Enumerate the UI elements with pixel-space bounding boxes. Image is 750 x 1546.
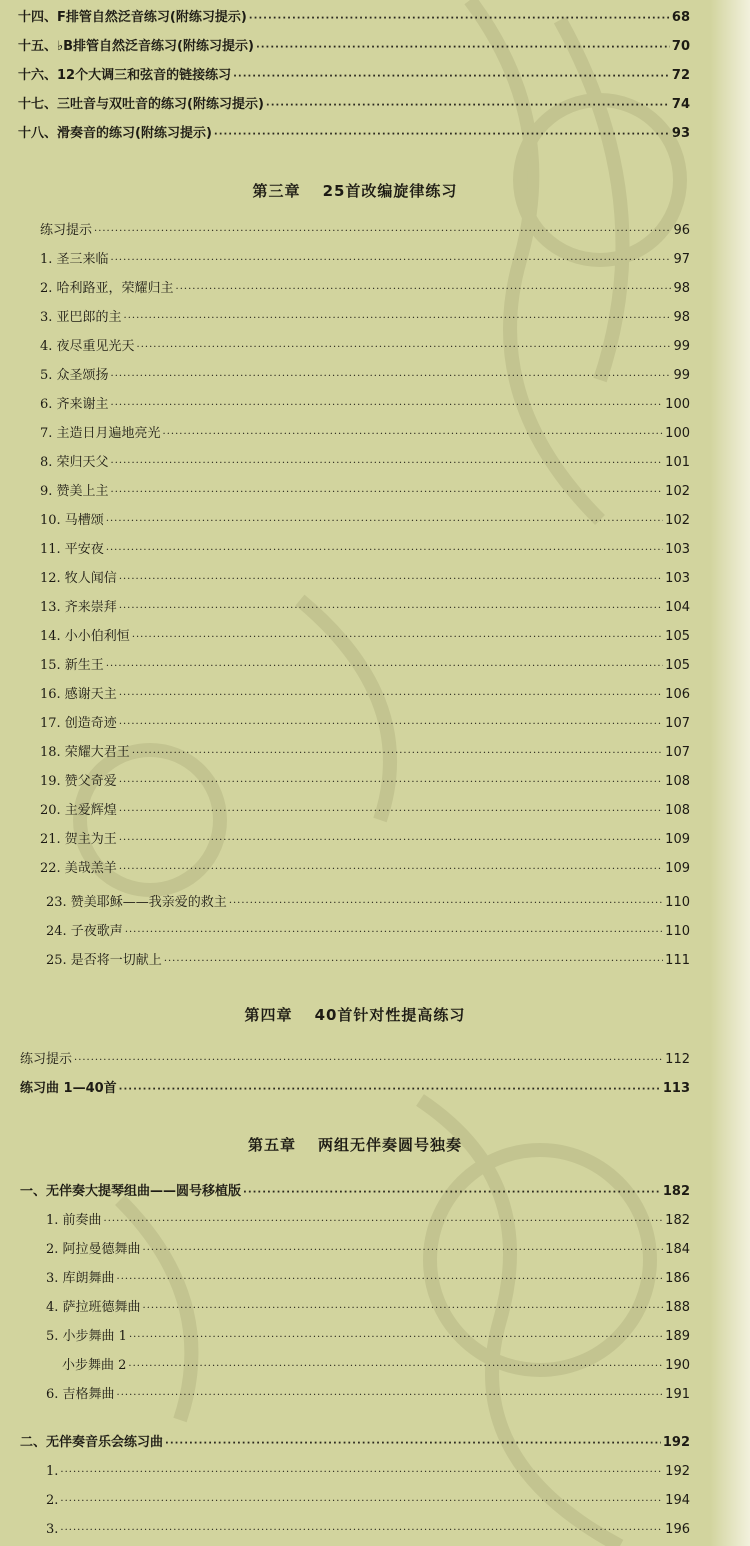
leader-dots [132,744,663,764]
toc-entry[interactable] [46,1327,690,1347]
leader-dots [119,570,663,590]
toc-entry-page: 108 [665,774,690,789]
leader-dots [249,9,670,29]
toc-entry[interactable] [18,8,690,28]
leader-dots [60,1463,663,1483]
toc-entry[interactable] [40,627,690,647]
leader-dots [60,1521,663,1541]
toc-entry-page: 113 [662,1081,690,1096]
toc-entry-label: 1. [46,1464,59,1479]
leader-dots [119,773,663,793]
chapter-title: 25首改编旋律练习 [322,182,458,200]
toc-entry-page: 100 [665,426,690,441]
toc-entry-label: 练习提示 [20,1052,73,1067]
toc-entry-page: 100 [665,397,690,412]
toc-entry-label: 二、无伴奏音乐会练习曲 [20,1435,164,1450]
toc-entry-label: 十六、12个大调三和弦音的链接练习 [18,68,232,83]
leader-dots [163,425,664,445]
leader-dots [137,338,672,358]
toc-entry-label: 练习曲 1—40首 [20,1081,117,1096]
toc-entry-label: 十五、♭B排管自然泛音练习(附练习提示) [18,39,254,54]
toc-entry-label: 5. 众圣颂扬 [40,368,109,383]
leader-dots [119,715,663,735]
chapter-number: 第五章 [247,1136,296,1154]
toc-entry-page: 98 [673,310,690,325]
toc-entry[interactable] [18,66,690,86]
toc-entry-page: 112 [665,1052,690,1067]
toc-entry[interactable] [40,453,690,473]
chapter-heading [0,1134,710,1155]
toc-entry[interactable] [40,482,690,502]
toc-entry-label: 7. 主造日月遍地亮光 [40,426,161,441]
toc-entry-label: 16. 感谢天主 [40,687,117,702]
toc-entry-page: 107 [665,745,690,760]
chapter-title: 两组无伴奏圆号独奏 [318,1136,463,1154]
toc-entry-label: 十八、滑奏音的练习(附练习提示) [18,126,212,141]
toc-entry-page: 97 [673,252,690,267]
toc-entry[interactable] [46,951,690,971]
leader-dots [106,512,663,532]
leader-dots [229,894,663,914]
toc-entry-label: 十四、F排管自然泛音练习(附练习提示) [18,10,247,25]
page-edge-shading [710,0,750,1546]
toc-entry-label: 4. 夜尽重见光天 [40,339,135,354]
toc-entry[interactable] [40,395,690,415]
leader-dots [143,1299,664,1319]
toc-entry[interactable] [18,124,690,144]
toc-entry-label: 19. 赞父奇爱 [40,774,117,789]
toc-entry-page: 184 [665,1242,690,1257]
leader-dots [119,831,663,851]
leader-dots [94,222,671,242]
chapter-title: 40首针对性提高练习 [314,1006,466,1024]
toc-entry[interactable] [46,1491,690,1511]
toc-entry-page: 102 [665,484,690,499]
toc-entry[interactable] [40,598,690,618]
leader-dots [129,1328,663,1348]
toc-entry[interactable] [40,511,690,531]
toc-entry-page: 104 [665,600,690,615]
leader-dots [125,923,663,943]
toc-entry-page: 194 [665,1493,690,1508]
leader-dots [143,1241,664,1261]
leader-dots [256,38,670,58]
leader-dots [164,952,663,972]
toc-entry[interactable] [40,743,690,763]
toc-entry-page: 109 [665,832,690,847]
toc-entry-page: 110 [665,895,690,910]
leader-dots [117,1386,664,1406]
leader-dots [106,657,663,677]
leader-dots [124,309,672,329]
toc-entry[interactable] [46,893,690,913]
leader-dots [132,628,663,648]
toc-entry[interactable] [18,37,690,57]
toc-entry-label: 3. 库朗舞曲 [46,1271,115,1286]
toc-entry-page: 110 [665,924,690,939]
toc-entry-label: 1. 前奏曲 [46,1213,102,1228]
toc-entry[interactable] [46,1385,690,1405]
chapter-number: 第四章 [244,1006,293,1024]
toc-entry-label: 2. 哈利路亚，荣耀归主 [40,281,174,296]
toc-entry-label: 22. 美哉羔羊 [40,861,117,876]
toc-entry[interactable] [40,279,690,299]
toc-entry[interactable] [40,221,690,241]
toc-entry[interactable] [40,656,690,676]
toc-entry[interactable] [40,714,690,734]
toc-entry-page: 103 [665,542,690,557]
toc-entry-page: 192 [662,1435,690,1450]
leader-dots [104,1212,664,1232]
toc-entry[interactable] [46,1269,690,1289]
toc-entry-label: 1. 圣三来临 [40,252,109,267]
toc-entry[interactable] [40,685,690,705]
toc-entry-page: 191 [665,1387,690,1402]
leader-dots [119,860,663,880]
leader-dots [111,251,672,271]
leader-dots [119,686,663,706]
toc-entry-label: 3. 亚巴郎的主 [40,310,122,325]
toc-entry-page: 186 [665,1271,690,1286]
toc-entry-label: 练习提示 [40,223,93,238]
toc-entry-page: 106 [665,687,690,702]
toc-entry[interactable] [46,1298,690,1318]
toc-entry[interactable] [46,1240,690,1260]
toc-entry-label: 10. 马槽颂 [40,513,104,528]
leader-dots [111,396,664,416]
leader-dots [128,1357,663,1377]
toc-entry-label: 4. 萨拉班德舞曲 [46,1300,141,1315]
toc-entry-label: 15. 新生王 [40,658,104,673]
toc-entry[interactable] [46,1462,690,1482]
leader-dots [74,1051,663,1071]
toc-entry-label: 13. 齐来崇拜 [40,600,117,615]
leader-dots [165,1434,661,1454]
toc-entry-label: 9. 赞美上主 [40,484,109,499]
toc-entry[interactable] [40,250,690,270]
toc-entry[interactable] [62,1356,690,1376]
toc-entry-page: 96 [673,223,690,238]
toc-entry[interactable] [46,1211,690,1231]
leader-dots [117,1270,664,1290]
toc-part-entry[interactable] [20,1433,690,1453]
toc-entry-label: 11. 平安夜 [40,542,104,557]
toc-entry-label: 14. 小小伯利恒 [40,629,130,644]
chapter-heading [0,1004,710,1025]
toc-entry-label: 2. 阿拉曼德舞曲 [46,1242,141,1257]
toc-entry-page: 196 [665,1522,690,1537]
toc-entry-page: 93 [671,126,690,141]
toc-entry-page: 74 [671,97,690,112]
toc-entry-label: 8. 荣归天父 [40,455,109,470]
toc-entry-label: 21. 贺主为王 [40,832,117,847]
toc-entry[interactable] [18,95,690,115]
toc-entry-page: 107 [665,716,690,731]
leader-dots [176,280,672,300]
leader-dots [214,125,670,145]
leader-dots [111,454,664,474]
toc-entry[interactable] [40,801,690,821]
toc-entry-page: 68 [671,10,690,25]
leader-dots [233,67,670,87]
toc-entry[interactable] [40,859,690,879]
toc-entry[interactable] [40,772,690,792]
toc-entry[interactable] [40,337,690,357]
leader-dots [119,599,663,619]
toc-entry[interactable] [40,366,690,386]
chapter-number: 第三章 [252,182,301,200]
toc-entry-label: 20. 主爱辉煌 [40,803,117,818]
toc-entry-label: 24. 子夜歌声 [46,924,123,939]
toc-entry[interactable] [40,569,690,589]
toc-entry-label: 2. [46,1493,59,1508]
toc-entry[interactable] [46,1520,690,1540]
toc-entry-label: 5. 小步舞曲 1 [46,1329,127,1344]
toc-entry-page: 108 [665,803,690,818]
toc-entry-page: 101 [665,455,690,470]
toc-entry-label: 6. 吉格舞曲 [46,1387,115,1402]
leader-dots [60,1492,663,1512]
leader-dots [111,483,664,503]
leader-dots [106,541,663,561]
toc-entry[interactable] [20,1079,690,1099]
toc-entry-label: 18. 荣耀大君王 [40,745,130,760]
toc-entry-label: 25. 是否将一切献上 [46,953,162,968]
leader-dots [119,802,663,822]
toc-entry[interactable] [46,922,690,942]
toc-entry-page: 99 [673,368,690,383]
leader-dots [119,1080,661,1100]
toc-entry-label: 12. 牧人闻信 [40,571,117,586]
toc-entry-page: 102 [665,513,690,528]
toc-entry-page: 70 [671,39,690,54]
toc-entry[interactable] [40,424,690,444]
toc-entry-page: 72 [671,68,690,83]
toc-entry-page: 189 [665,1329,690,1344]
toc-entry-page: 109 [665,861,690,876]
toc-entry-label: 3. [46,1522,59,1537]
toc-entry-page: 111 [665,953,690,968]
leader-dots [243,1183,661,1203]
toc-entry-page: 190 [665,1358,690,1373]
toc-entry-page: 105 [665,658,690,673]
toc-entry-page: 98 [673,281,690,296]
toc-entry-page: 182 [662,1184,690,1199]
toc-part-entry[interactable] [20,1182,690,1202]
chapter-heading [0,180,710,201]
toc-entry-label: 一、无伴奏大提琴组曲——圆号移植版 [20,1184,242,1199]
toc-entry[interactable] [40,830,690,850]
toc-entry-page: 188 [665,1300,690,1315]
toc-entry-label: 23. 赞美耶稣——我亲爱的救主 [46,895,227,910]
toc-entry[interactable] [40,308,690,328]
leader-dots [111,367,672,387]
toc-entry-page: 192 [665,1464,690,1479]
toc-entry-label: 17. 创造奇迹 [40,716,117,731]
toc-entry-page: 103 [665,571,690,586]
toc-entry[interactable] [20,1050,690,1070]
toc-entry-page: 182 [665,1213,690,1228]
toc-entry-label: 6. 齐来谢主 [40,397,109,412]
leader-dots [266,96,670,116]
toc-entry-label: 小步舞曲 2 [62,1358,127,1373]
toc-entry-page: 105 [665,629,690,644]
toc-entry-page: 99 [673,339,690,354]
toc-entry[interactable] [40,540,690,560]
toc-entry-label: 十七、三吐音与双吐音的练习(附练习提示) [18,97,264,112]
